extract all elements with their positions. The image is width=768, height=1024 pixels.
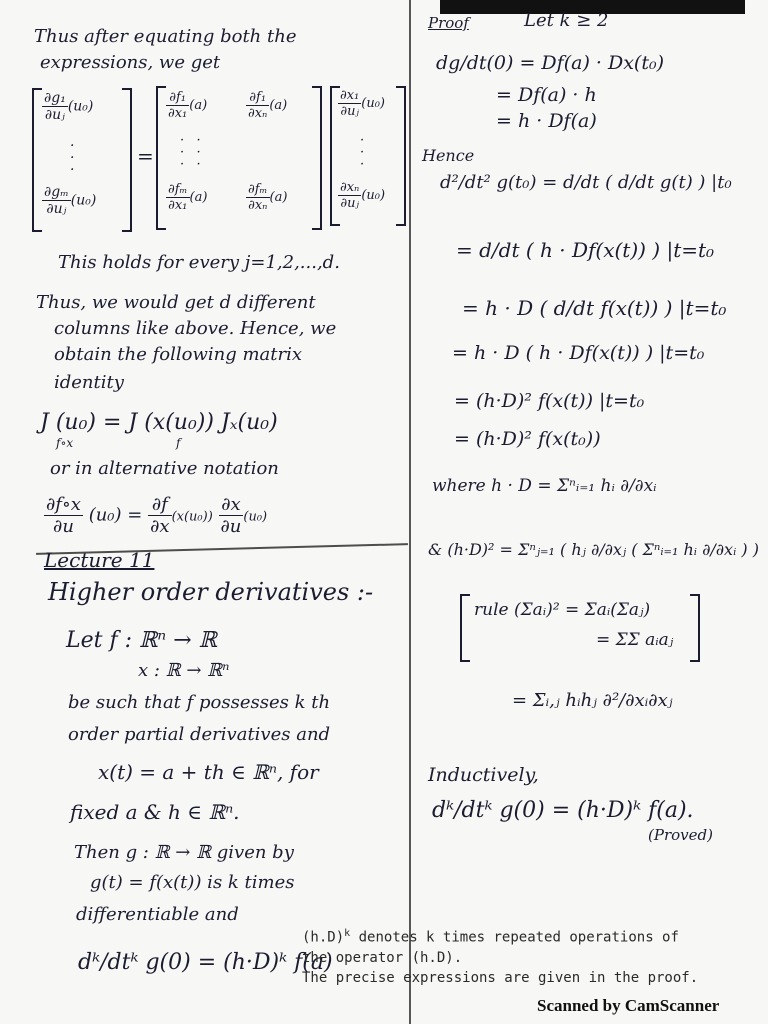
differentiable-line: differentiable and — [76, 904, 239, 925]
proof-let-line: Let k ≥ 2 — [524, 10, 609, 31]
alt-notation-line: or in alternative notation — [50, 458, 279, 479]
lecture-heading: Lecture 11 — [44, 548, 155, 572]
proof-eq-7: = h · D ( h · Df(x(t)) ) |t=t₀ — [452, 342, 705, 364]
matrix-equals: = — [137, 144, 154, 168]
scanner-credit: Scanned by CamScanner — [537, 996, 720, 1015]
thus-line-3: obtain the following matrix — [54, 344, 302, 365]
rule-bracket-left — [460, 594, 470, 662]
mid-bottom-left-entry: $\frac{\text{∂fₘ}}{\text{∂x₁}}$ (a) — [168, 182, 208, 213]
right-final-equation: dᵏ/dtᵏ g(0) = (h·D)ᵏ f(a). — [432, 798, 694, 823]
gt-line: g(t) = f(x(t)) is k times — [90, 872, 295, 893]
lhs-bottom-entry: $\frac{\text{∂gₘ}}{\text{∂uⱼ}}$ (u₀) — [44, 184, 97, 217]
inductively-label: Inductively, — [428, 764, 539, 786]
column-divider — [409, 0, 411, 1024]
intro-line-1: Thus after equating both the — [34, 26, 297, 47]
such-line-1: be such that f possesses k th — [68, 692, 331, 713]
proof-eq-4: d²/dt² g(t₀) = d/dt ( d/dt g(t) ) |t₀ — [440, 172, 732, 193]
jacobian-subscript-f: f — [176, 436, 181, 450]
lhs-top-entry: $\frac{\text{∂g₁}}{\text{∂uⱼ}}$ (u₀) — [44, 90, 94, 123]
lhs-vdots: · · · — [70, 138, 75, 178]
mid-bottom-right-entry: $\frac{\text{∂fₘ}}{\text{∂xₙ}}$ (a) — [248, 182, 288, 213]
lhs-bracket-right — [122, 88, 132, 232]
proof-eq-6: = h · D ( d/dt f(x(t)) ) |t=t₀ — [462, 296, 727, 320]
typed-note-line-2: the operator (h.D). — [302, 949, 463, 966]
lhs-bracket-left — [32, 88, 42, 232]
alt-notation-equation: $\frac{\partial f\circ x}{\partial u}$ (u₀) = $\frac{\partial f}{\partial x}$ (x(u₀)) $\frac{\partial x}{\partial u}$ (u₀) — [46, 494, 268, 537]
where-hd-line: where h · D = Σⁿᵢ₌₁ hᵢ ∂/∂xᵢ — [432, 476, 657, 496]
hd-squared-line: & (h·D)² = Σⁿⱼ₌₁ ( hⱼ ∂/∂xⱼ ( Σⁿᵢ₌₁ hᵢ ∂/∂xᵢ ) ) — [428, 540, 759, 559]
mid-bracket-right — [312, 86, 322, 230]
proof-label: Proof — [428, 14, 469, 32]
rule-bracket-right — [690, 594, 700, 662]
double-sum-line: = Σᵢ,ⱼ hᵢhⱼ ∂²/∂xᵢ∂xⱼ — [512, 690, 673, 711]
typed-note — [302, 924, 698, 988]
jacobian-subscript: f∘x — [56, 436, 74, 450]
proof-eq-9: = (h·D)² f(x(t₀)) — [454, 428, 601, 450]
rhs-bottom-entry: $\frac{\text{∂xₙ}}{\text{∂uⱼ}}$ (u₀) — [340, 180, 386, 211]
proved-note: (Proved) — [648, 826, 713, 844]
thus-line-1: Thus, we would get d different — [36, 292, 316, 313]
rule-line-1: rule (Σaᵢ)² = Σaᵢ(Σaⱼ) — [474, 600, 651, 620]
such-line-2: order partial derivatives and — [68, 724, 331, 745]
xt-definition: x(t) = a + th ∈ ℝⁿ, for — [98, 760, 319, 784]
proof-eq-2: = Df(a) · h — [496, 84, 597, 106]
rhs-vdots: · · · — [360, 133, 365, 172]
proof-eq-3: = h · Df(a) — [496, 110, 597, 132]
typed-note-line-1: $(h.D)^k$ denotes k times repeated operations of — [302, 928, 679, 946]
let-f-line: Let f : ℝⁿ → ℝ — [66, 628, 217, 653]
holds-line: This holds for every j=1,2,...,d. — [58, 252, 340, 273]
mid-top-left-entry: $\frac{\text{∂f₁}}{\text{∂x₁}}$ (a) — [168, 90, 208, 121]
typed-note-line-3: The precise expressions are given in the proof. — [302, 969, 699, 986]
scan-top-edge — [0, 0, 768, 14]
intro-line-2: expressions, we get — [40, 52, 221, 73]
then-line: Then g : ℝ → ℝ given by — [74, 842, 294, 863]
rhs-bracket-right — [396, 86, 406, 226]
proof-eq-8: = (h·D)² f(x(t)) |t=t₀ — [454, 390, 645, 412]
rule-line-2: = ΣΣ aᵢaⱼ — [596, 630, 674, 650]
left-final-equation: dᵏ/dtᵏ g(0) = (h·D)ᵏ f(a) — [78, 950, 333, 975]
proof-eq-5: = d/dt ( h · Df(x(t)) ) |t=t₀ — [456, 238, 715, 262]
topic-heading: Higher order derivatives :- — [48, 578, 374, 606]
rhs-top-entry: $\frac{\text{∂x₁}}{\text{∂uⱼ}}$ (u₀) — [340, 88, 385, 119]
let-x-line: x : ℝ → ℝⁿ — [138, 660, 230, 681]
mid-bracket-left — [156, 86, 166, 230]
fixed-a-h-line: fixed a & h ∈ ℝⁿ. — [70, 800, 240, 824]
thus-line-2: columns like above. Hence, we — [54, 318, 337, 339]
mid-vdots: · · · · · · — [180, 133, 201, 172]
proof-eq-1: dg/dt(0) = Df(a) · Dx(t₀) — [436, 52, 664, 74]
mid-top-right-entry: $\frac{\text{∂f₁}}{\text{∂xₙ}}$ (a) — [248, 90, 288, 121]
jacobian-equation: J (u₀) = J (x(u₀)) Jₓ(u₀) — [40, 410, 278, 435]
thus-line-4: identity — [54, 372, 124, 393]
hence-label: Hence — [422, 146, 475, 165]
